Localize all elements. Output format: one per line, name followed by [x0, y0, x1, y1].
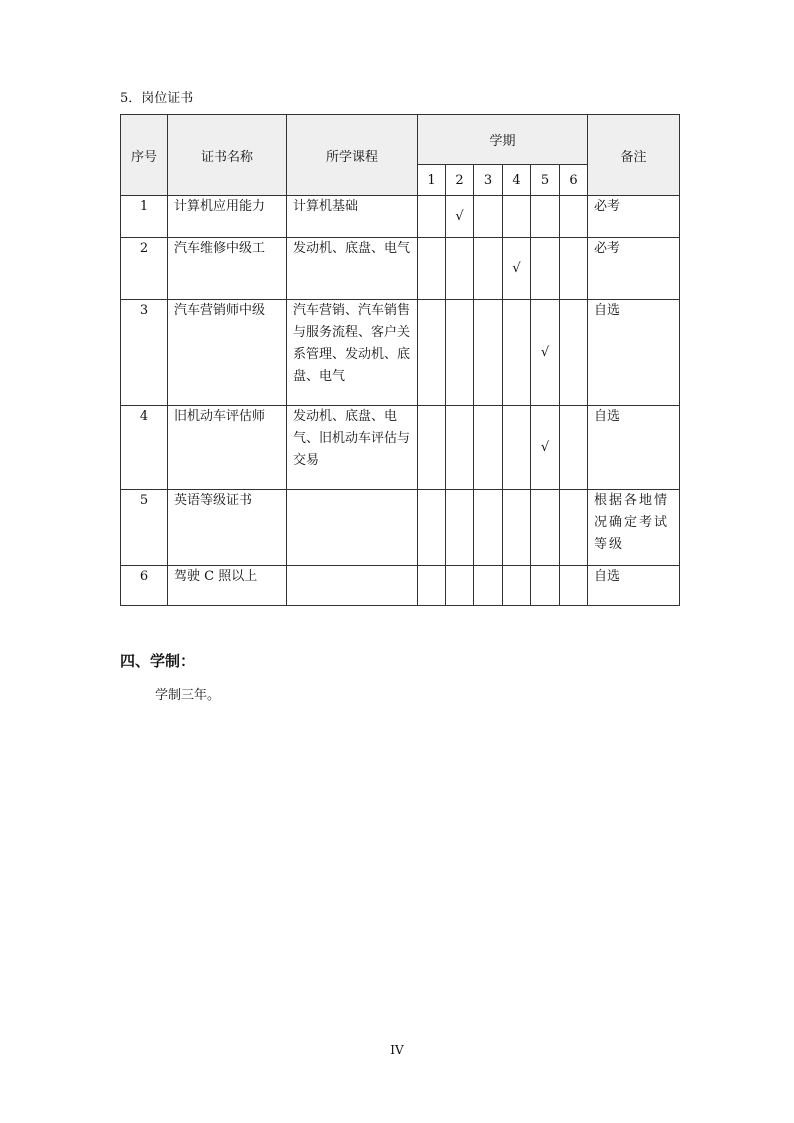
- semester-cell: [560, 196, 588, 238]
- page-number: IV: [390, 1043, 404, 1057]
- section4-text: 学制三年。: [155, 688, 221, 703]
- semester-cell: [560, 566, 588, 606]
- row-courses: [287, 490, 418, 566]
- row-index: 5: [121, 490, 168, 566]
- semester-cell: [446, 300, 474, 406]
- semester-cell: [503, 196, 531, 238]
- semester-cell: [503, 490, 531, 566]
- header-semester-5: 5: [531, 165, 560, 196]
- header-semester-6: 6: [560, 165, 588, 196]
- semester-cell: [560, 238, 588, 300]
- row-index: 4: [121, 406, 168, 490]
- row-courses: [287, 566, 418, 606]
- row-index: 3: [121, 300, 168, 406]
- semester-cell: [446, 490, 474, 566]
- header-courses: 所学课程: [287, 115, 418, 196]
- header-semester-1: 1: [418, 165, 446, 196]
- semester-cell: [474, 300, 503, 406]
- check-mark: √: [531, 406, 560, 490]
- header-semester-3: 3: [474, 165, 503, 196]
- row-courses: 发动机、底盘、电气: [287, 238, 418, 300]
- semester-cell: [531, 238, 560, 300]
- semester-cell: [474, 238, 503, 300]
- row-cert-name: 汽车营销师中级: [168, 300, 287, 406]
- table-row: [121, 566, 680, 606]
- section-title: 5．岗位证书: [120, 91, 194, 106]
- row-cert-name: 汽车维修中级工: [168, 238, 287, 300]
- table-row: [121, 300, 680, 406]
- row-note: 自选: [588, 406, 680, 490]
- semester-cell: [418, 238, 446, 300]
- semester-cell: [503, 300, 531, 406]
- semester-cell: [446, 566, 474, 606]
- semester-cell: [418, 300, 446, 406]
- row-cert-name: 英语等级证书: [168, 490, 287, 566]
- row-courses: 发动机、底盘、电气、旧机动车评估与交易: [287, 406, 418, 490]
- header-semester-2: 2: [446, 165, 474, 196]
- row-cert-name: 驾驶 C 照以上: [168, 566, 287, 606]
- row-cert-name: 计算机应用能力: [168, 196, 287, 238]
- header-note: 备注: [588, 115, 680, 196]
- semester-cell: [418, 406, 446, 490]
- row-index: 2: [121, 238, 168, 300]
- row-index: 6: [121, 566, 168, 606]
- semester-cell: [446, 406, 474, 490]
- semester-cell: [418, 196, 446, 238]
- semester-cell: [474, 196, 503, 238]
- table-body: [121, 196, 680, 606]
- row-note: 根据各地情况确定考试等级: [588, 490, 680, 566]
- header-index: 序号: [121, 115, 168, 196]
- semester-cell: [560, 406, 588, 490]
- row-index: 1: [121, 196, 168, 238]
- row-courses: 汽车营销、汽车销售与服务流程、客户关系管理、发动机、底盘、电气: [287, 300, 418, 406]
- semester-cell: [474, 490, 503, 566]
- semester-cell: [531, 490, 560, 566]
- certificate-table: [120, 114, 680, 606]
- semester-cell: [531, 196, 560, 238]
- row-note: 必考: [588, 196, 680, 238]
- semester-cell: [418, 490, 446, 566]
- header-cert-name: 证书名称: [168, 115, 287, 196]
- row-cert-name: 旧机动车评估师: [168, 406, 287, 490]
- semester-cell: [474, 566, 503, 606]
- semester-cell: [446, 238, 474, 300]
- semester-cell: [474, 406, 503, 490]
- table-row: [121, 406, 680, 490]
- check-mark: √: [531, 300, 560, 406]
- semester-cell: [560, 300, 588, 406]
- semester-cell: [531, 566, 560, 606]
- header-semester: 学期: [418, 115, 588, 165]
- check-mark: √: [446, 196, 474, 238]
- semester-cell: [503, 566, 531, 606]
- semester-cell: [560, 490, 588, 566]
- row-courses: 计算机基础: [287, 196, 418, 238]
- semester-cell: [418, 566, 446, 606]
- row-note: 自选: [588, 300, 680, 406]
- row-note: 必考: [588, 238, 680, 300]
- section4-heading: 四、学制：: [120, 652, 196, 670]
- table-row: [121, 490, 680, 566]
- header-semester-4: 4: [503, 165, 531, 196]
- table-row: [121, 196, 680, 238]
- semester-cell: [503, 406, 531, 490]
- check-mark: √: [503, 238, 531, 300]
- row-note: 自选: [588, 566, 680, 606]
- table-row: [121, 238, 680, 300]
